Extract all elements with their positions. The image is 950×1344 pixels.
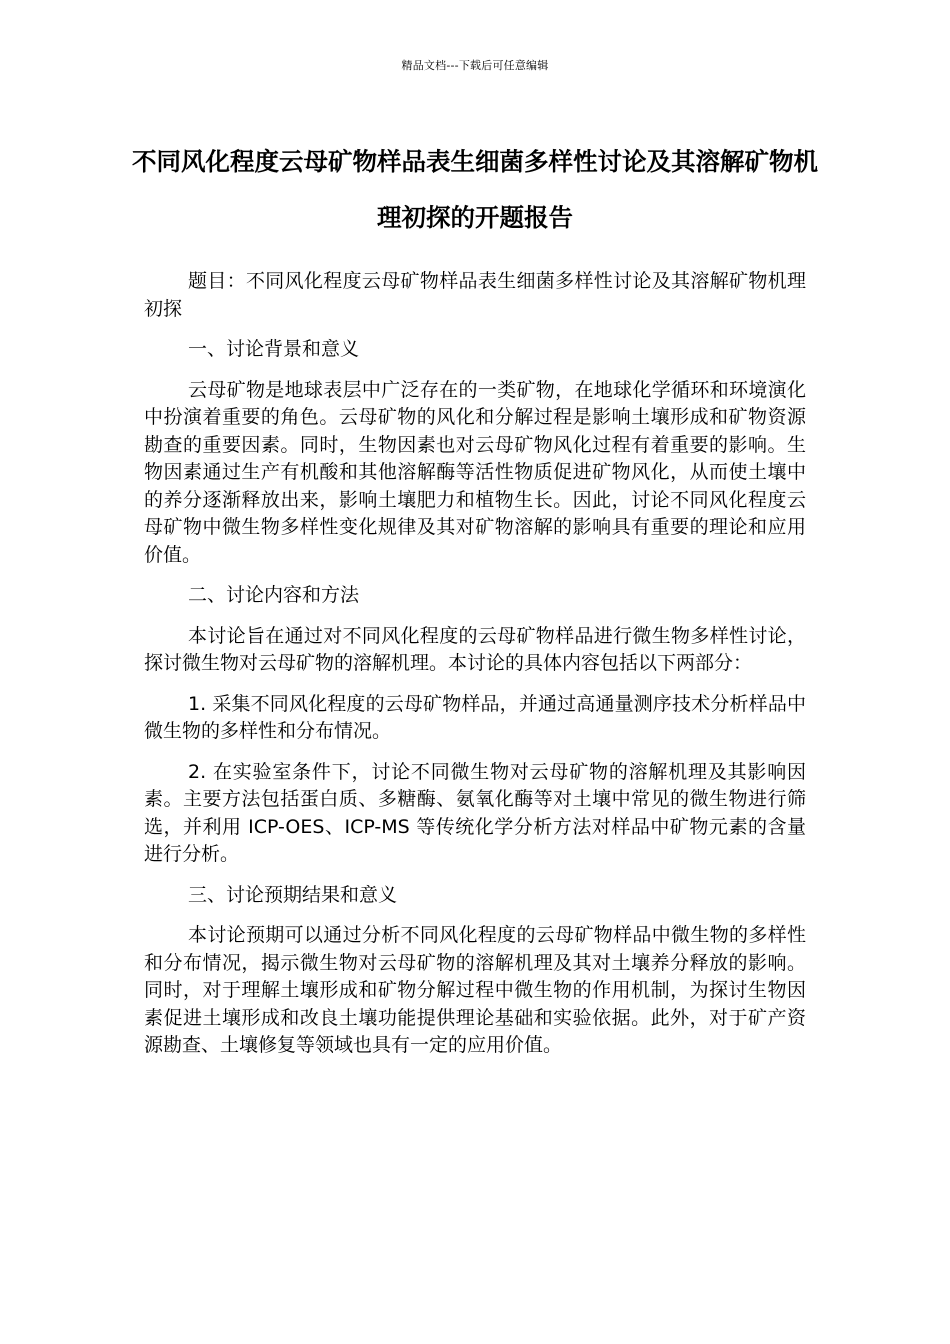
document-body [144,268,806,1073]
background-paragraph: 云母矿物是地球表层中广泛存在的一类矿物，在地球化学循环和环境演化中扮演着重要的角色。云母矿物的风化和分解过程是影响土壤形成和矿物资源勘查的重要因素。同时，生物因素也对云母矿物风化过程有着重要的影响。生物因素通过生产有机酸和其他溶解酶等活性物质促进矿物风化，从而使土壤中的养分逐渐释放出来，影响土壤肥力和植物生长。因此，讨论不同风化程度云母矿物中微生物多样性变化规律及其对矿物溶解的影响具有重要的理论和应用价值。 [144,378,806,566]
section-heading-methods: 二、讨论内容和方法 [188,584,360,606]
methods-item-1: 1. 采集不同风化程度的云母矿物样品，并通过高通量测序技术分析样品中微生物的多样性和分布情况。 [144,692,806,742]
methods-intro-paragraph: 本讨论旨在通过对不同风化程度的云母矿物样品进行微生物多样性讨论，探讨微生物对云母矿物的溶解机理。本讨论的具体内容包括以下两部分： [144,624,806,674]
expected-results-paragraph: 本讨论预期可以通过分析不同风化程度的云母矿物样品中微生物的多样性和分布情况，揭示微生物对云母矿物的溶解机理及其对土壤养分释放的影响。同时，对于理解土壤形成和矿物分解过程中微生物的作用机制，为探讨生物因素促进土壤形成和改良土壤功能提供理论基础和实验依据。此外，对于矿产资源勘查、土壤修复等领域也具有一定的应用价值。 [144,924,806,1056]
document-title: 不同风化程度云母矿物样品表生细菌多样性讨论及其溶解矿物机理初探的开题报告 [132,147,818,232]
topic-paragraph: 题目：不同风化程度云母矿物样品表生细菌多样性讨论及其溶解矿物机理初探 [144,270,806,320]
methods-item-2: 2. 在实验室条件下，讨论不同微生物对云母矿物的溶解机理及其影响因素。主要方法包括蛋白质、多糖酶、氨氧化酶等对土壤中常见的微生物进行筛选，并利用 ICP-OES、ICP-MS 等传统化学分析方法对样品中矿物元素的含量进行分析。 [144,760,806,865]
section-heading-background: 一、讨论背景和意义 [188,338,360,360]
header-note: 精品文档---下载后可任意编辑 [401,59,549,72]
section-heading-expected: 三、讨论预期结果和意义 [188,883,398,906]
